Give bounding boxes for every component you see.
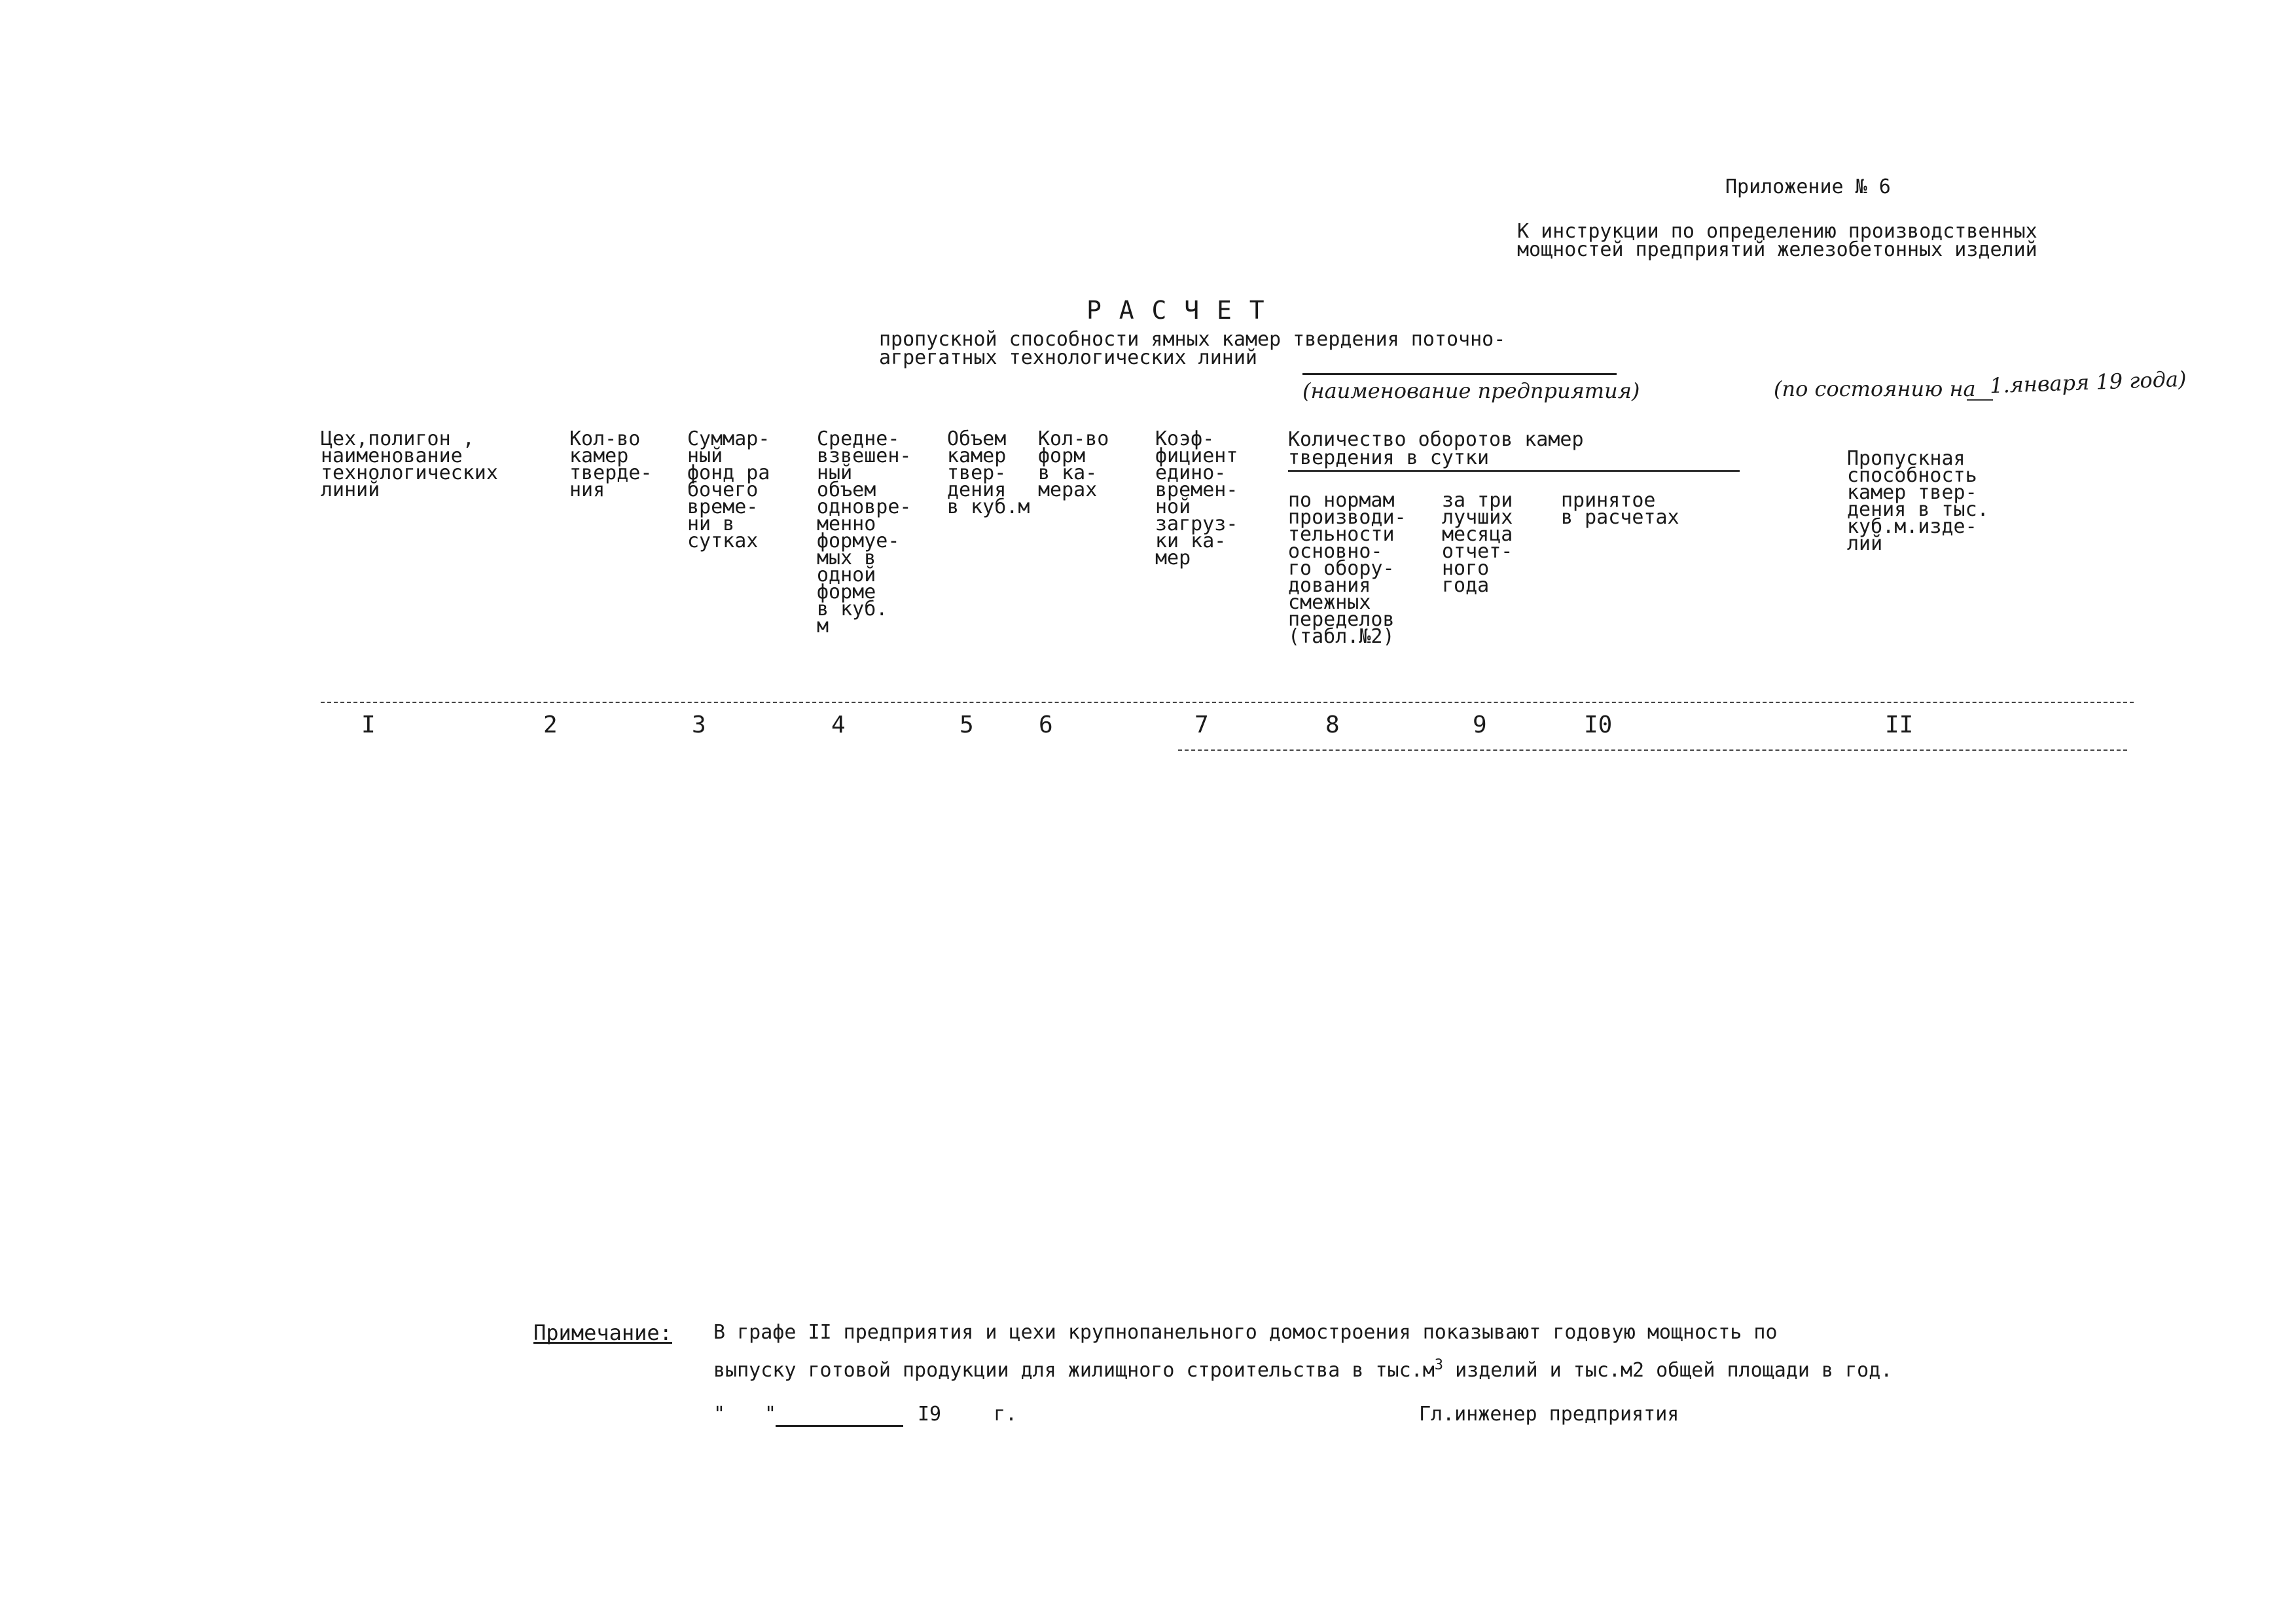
header-col-6: Кол-во форм в ка- мерах — [1038, 427, 1109, 501]
document-title: Р А С Ч Е Т — [1086, 296, 1266, 325]
column-number-6: 6 — [1039, 712, 1053, 738]
chief-engineer-label: Гл.инженер предприятия — [1419, 1403, 1679, 1426]
note-line-2-sup: 3 — [1434, 1357, 1444, 1373]
note-line-2 — [713, 1356, 1892, 1380]
column-number-7: 7 — [1194, 712, 1209, 738]
column-number-9: 9 — [1473, 712, 1487, 738]
date-month-line — [776, 1425, 903, 1427]
instruction-line-1: К инструкции по определению производственных — [1517, 220, 2037, 243]
header-col-7: Коэф- фициент едино- времен- ной загруз- ки ка- мер — [1155, 427, 1238, 569]
group-header-line-2: твердения в сутки — [1288, 446, 1490, 469]
appendix-number: Приложение № 6 — [1725, 175, 1891, 198]
column-number-1: I — [361, 712, 376, 738]
header-col-3: Суммар- ный фонд ра бочего време- ни в сутках — [687, 427, 770, 552]
header-col-11: Пропускная способность камер твер- дения в тыс. куб.м.изде- лий — [1847, 447, 1989, 555]
column-number-4: 4 — [831, 712, 846, 738]
state-prefix: (по состоянию на — [1774, 376, 1976, 401]
numbers-bottom-rule — [1178, 749, 2127, 751]
column-number-2: 2 — [543, 712, 558, 738]
note-label: Примечание: — [533, 1320, 672, 1345]
note-line-1: В графе II предприятия и цехи крупнопанельного домостроения показывают годовую мощность по — [713, 1321, 1778, 1344]
date-quote-open: " — [713, 1403, 726, 1426]
date-year-suffix: г. — [994, 1403, 1018, 1426]
state-date: 1.января 19 года) — [1989, 366, 2187, 399]
header-col-10: принятое в расчетах — [1561, 489, 1679, 529]
header-col-1: Цех,полигон , наименование технологических линий — [321, 427, 498, 501]
date-year: I9 — [918, 1403, 942, 1426]
note-line-2-b: изделий и тыс.м2 общей площади в год. — [1443, 1359, 1893, 1382]
header-col-5: Объем камер твер- дения в куб.м — [947, 427, 1030, 518]
enterprise-name-line — [1302, 373, 1617, 375]
group-header-rule — [1288, 470, 1740, 472]
column-number-10: I0 — [1584, 712, 1613, 738]
subtitle-line-2: агрегатных технологических линий — [879, 346, 1257, 369]
date-blank-line — [1967, 399, 1993, 401]
column-number-3: 3 — [692, 712, 706, 738]
header-bottom-rule — [321, 702, 2134, 703]
header-col-2: Кол-во камер тверде- ния — [569, 427, 653, 501]
header-col-8: по нормам производи- тельности основно- го обору- дования смежных переделов (табл.№2) — [1288, 489, 1407, 648]
column-number-11: II — [1885, 712, 1914, 738]
header-col-4: Средне- взвешен- ный объем одновре- менно формуе- мых в одной форме в куб. м — [817, 427, 912, 638]
header-col-9: за три лучших месяца отчет- ного года — [1442, 489, 1513, 597]
date-quote-close: " — [764, 1403, 777, 1426]
subtitle-line-1: пропускной способности ямных камер твердения поточно- — [879, 328, 1506, 351]
note-line-2-a: выпуску готовой продукции для жилищного строительства в тыс.м — [713, 1359, 1435, 1382]
column-number-8: 8 — [1325, 712, 1340, 738]
group-header-line-1: Количество оборотов камер — [1288, 428, 1584, 451]
instruction-line-2: мощностей предприятий железобетонных изделий — [1517, 238, 2037, 261]
enterprise-caption: (наименование предприятия) — [1302, 378, 1640, 403]
column-number-5: 5 — [960, 712, 974, 738]
